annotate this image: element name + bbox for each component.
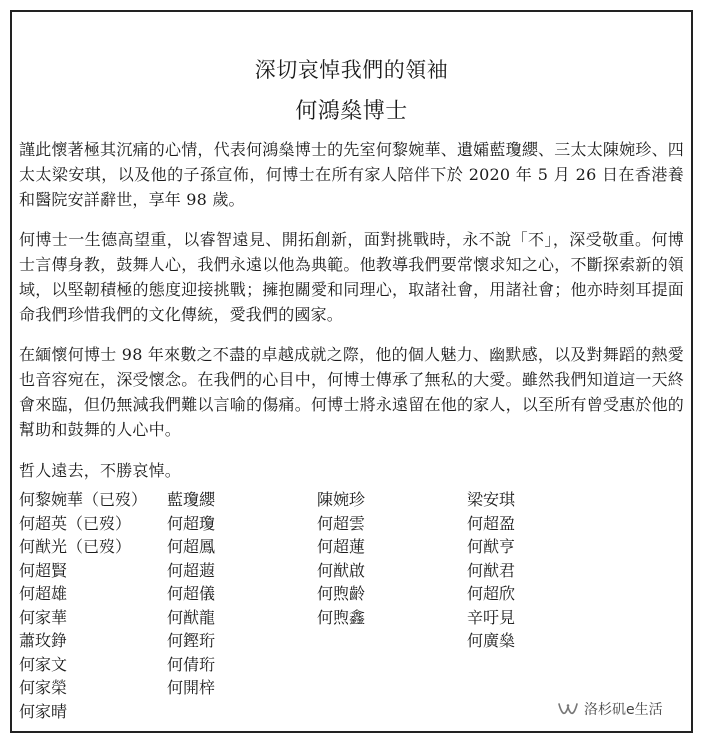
family-name: 陳婉珍 — [317, 490, 366, 509]
family-name: 何猷光（已歿） — [19, 537, 132, 556]
family-name: 何超蕸 — [167, 560, 216, 580]
announcement-paragraph: 謹此懷著極其沉痛的心情，代表何鴻燊博士的先室何黎婉華、遺孀藍瓊纓、三太太陳婉珍、四太太梁安琪，以及他的子孫宣佈，何博士在所有家人陪伴下於 2020 年 5 月 26 日在香港養和醫院安詳辭世，享年 98 歲。 — [19, 140, 684, 209]
obituary-notice — [10, 10, 693, 733]
family-name: 何倩珩 — [167, 654, 216, 674]
watermark-text: 洛杉矶e生活 — [584, 702, 663, 718]
family-name: 何家榮 — [19, 678, 68, 697]
family-name: 何猷啟 — [317, 560, 366, 580]
family-name: 辛吁見 — [467, 607, 516, 627]
family-name: 何猷亨 — [467, 537, 516, 556]
family-name: 何超盈 — [467, 513, 516, 533]
family-name: 何超英（已歿） — [19, 513, 132, 533]
family-name: 何超瓊 — [167, 513, 216, 533]
family-name: 何家華 — [19, 607, 68, 627]
family-name: 何開梓 — [167, 678, 216, 697]
names-column-1 — [19, 488, 167, 723]
family-name: 何黎婉華（已歿） — [19, 490, 148, 509]
family-name: 梁安琪 — [467, 490, 516, 509]
family-name: 何煦鑫 — [317, 607, 366, 627]
remembrance-paragraph: 在緬懷何博士 98 年來數之不盡的卓越成就之際，他的個人魅力、幽默感，以及對舞蹈的熱愛也音容宛在，深受懷念。在我們的心目中，何博士傳承了無私的大愛。雖然我們知道這一天終會來臨，但仍無減我們難以言喻的傷痛。何博士將永遠留在他的家人，以至所有曾受惠於他的幫助和鼓舞的人心中。 — [19, 345, 684, 439]
family-name: 藍瓊纓 — [167, 490, 216, 509]
family-name: 何鏗珩 — [167, 631, 216, 650]
family-name: 何超雄 — [19, 584, 68, 603]
family-name: 何超欣 — [467, 584, 516, 603]
deceased-name-heading: 何鴻燊博士 — [295, 99, 408, 124]
names-column-2 — [167, 488, 317, 723]
family-name: 何家文 — [19, 654, 68, 674]
names-column-3 — [317, 488, 467, 723]
family-name: 蕭玫錚 — [19, 631, 68, 650]
notice-heading: 深切哀悼我們的領袖 — [254, 58, 449, 82]
closing-line: 哲人遠去，不勝哀悼。 — [19, 461, 182, 480]
family-name: 何超賢 — [19, 560, 68, 580]
names-column-4 — [467, 488, 617, 723]
family-name: 何廣燊 — [467, 631, 516, 650]
wechat-channel-icon — [558, 701, 578, 717]
family-name: 何超蓮 — [317, 537, 366, 556]
family-name: 何煦齡 — [317, 584, 366, 603]
family-name: 何猷君 — [467, 560, 516, 580]
tribute-paragraph: 何博士一生德高望重，以睿智遠見、開拓創新，面對挑戰時，永不說「不」，深受敬重。何博士言傳身教，鼓舞人心，我們永遠以他為典範。他教導我們要常懷求知之心，不斷探索新的領域，以堅韌積極的態度迎接挑戰；擁抱關愛和同理心，取諸社會，用諸社會；他亦時刻耳提面命我們珍惜我們的文化傳統，愛我們的國家。 — [19, 230, 684, 324]
family-name: 何猷龍 — [167, 607, 216, 627]
family-names-list — [19, 488, 684, 723]
watermark — [558, 698, 663, 720]
family-name: 何家晴 — [19, 701, 68, 721]
family-name: 何超鳳 — [167, 537, 216, 556]
family-name: 何超儀 — [167, 584, 216, 603]
family-name: 何超雲 — [317, 513, 366, 533]
